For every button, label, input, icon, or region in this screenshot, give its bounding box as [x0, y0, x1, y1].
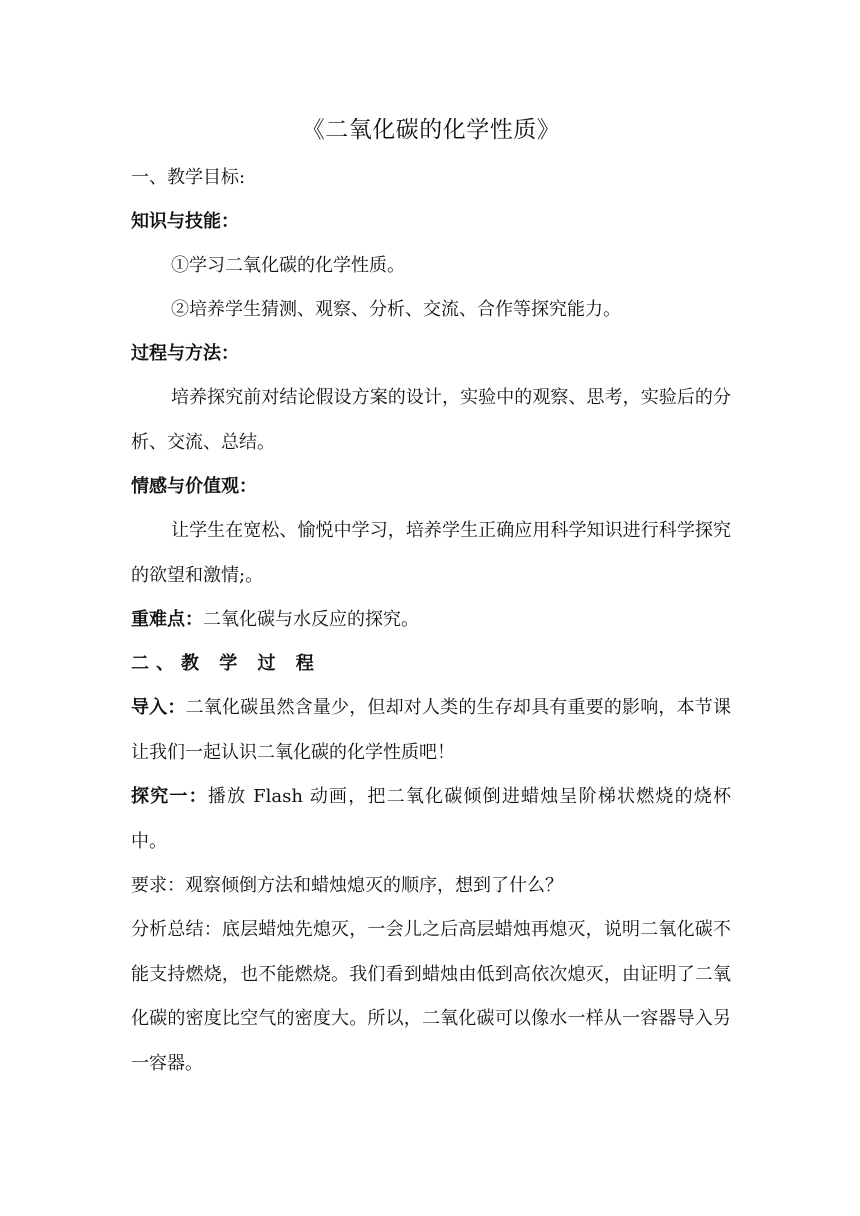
document-title: 《二氧化碳的化学性质》 — [301, 117, 561, 143]
explore1-text: 播放 Flash 动画，把二氧化碳倾倒进蜡烛呈阶梯状燃烧的烧杯中。 — [131, 786, 732, 852]
emotion-text: 让学生在宽松、愉悦中学习，培养学生正确应用科学知识进行科学探究的欲望和激情;。 — [131, 520, 731, 586]
key-point-label: 重难点： — [131, 609, 203, 630]
process-label: 过程与方法： — [131, 343, 239, 364]
knowledge-label: 知识与技能： — [131, 211, 239, 232]
explore1-paragraph — [131, 775, 731, 864]
process-text: 培养探究前对结论假设方案的设计，实验中的观察、思考，实验后的分析、交流、总结。 — [131, 387, 731, 453]
intro-paragraph — [131, 686, 731, 775]
document-body — [131, 108, 731, 1086]
emotion-label: 情感与价值观： — [131, 476, 257, 497]
requirement-text: 要求：观察倾倒方法和蜡烛熄灭的顺序，想到了什么？ — [131, 875, 563, 896]
knowledge-item-2: ②培养学生猜测、观察、分析、交流、合作等探究能力。 — [171, 299, 621, 320]
key-point-text: 二氧化碳与水反应的探究。 — [203, 609, 419, 630]
summary-text: 分析总结：底层蜡烛先熄灭，一会儿之后高层蜡烛再熄灭，说明二氧化碳不能支持燃烧，也不能燃烧。我们看到蜡烛由低到高依次熄灭，由证明了二氧化碳的密度比空气的密度大。所以，二氧化碳可以像水一样从一容器导入另一容器。 — [131, 919, 731, 1074]
knowledge-item-1: ①学习二氧化碳的化学性质。 — [171, 255, 405, 276]
key-point-paragraph — [131, 598, 731, 642]
explore1-label: 探究一： — [131, 786, 208, 807]
intro-label: 导入： — [131, 697, 186, 718]
section1-heading: 一、教学目标: — [131, 167, 246, 188]
section2-heading: 二、教 学 过 程 — [131, 653, 321, 674]
intro-text: 二氧化碳虽然含量少，但却对人类的生存却具有重要的影响，本节课让我们一起认识二氧化碳的化学性质吧！ — [131, 697, 731, 763]
